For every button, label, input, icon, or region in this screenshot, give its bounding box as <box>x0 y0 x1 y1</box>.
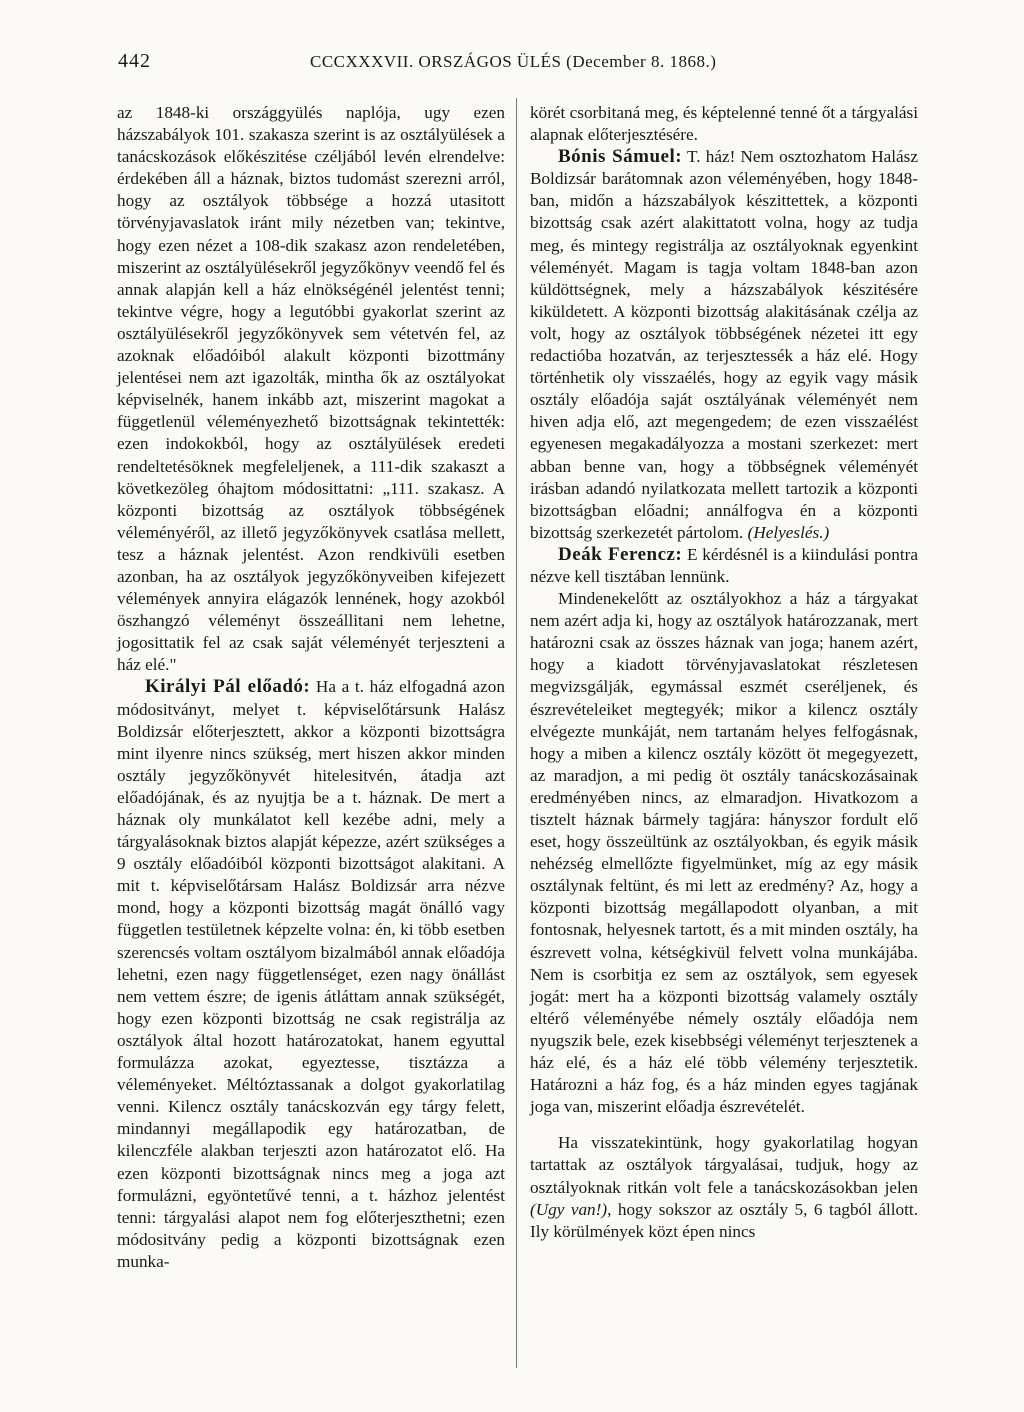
speech-text: Ha a t. ház elfogadná azon módositványt, melyet t. képviselőtársunk Halász Boldizsár előterjesztett, akkor a központi bizottságra mint ilyenre nincs szükség, mert hiszen akkor minden osztály jegyzőkönyvét hitelesitvén, átadja azt előadójának, és az nyujtja be a t. háznak. De mert a háznak oly munkálatot kell kezébe adni, mely a tárgyalásoknak biztos alapját képezze, azért szükséges a 9 osztály előadóiból központi bizottságot alakitani. A mit t. képviselőtársam Halász Boldizsár arra nézve mond, hogy a központi bizottság magát önálló vagy független testületnek képzelte volna: én, ki több esetben szerencsés voltam osztályom bizalmából annak előadója lehetni, ezen nagy függetlenséget, ezen nagy önállást nem vettem észre; de igenis átláttam annak szükségét, hogy ezen központi bizottság ne csak registrálja az osztályok által hozott határozatokat, hanem egyuttal formulázza azokat, egyeztesse, tisztázza a véleményeket. Méltóztassanak a dolgot gyakorlatilag venni. Kilencz osztály tanácskozván egy tárgy felett, mindannyi megállapodik egy határozatban, de kilenczféle alakban terjeszti azon határozatot elő. Ha ezen központi bizottságnak nincs meg a joga azt formulázni, egyöntetűvé tenni, a t. házhoz jelentést tenni: tárgyalási alapot nem fog előterjeszthetni; ezen módositvány pedig a központi bizottságnak ezen munka- <box>117 677 506 1271</box>
page-header <box>0 50 1024 80</box>
audience-reaction: (Helyeslés.) <box>747 522 830 542</box>
paragraph-text: , hogy sokszor az osztály 5, 6 tagból állott. Ily körülmények közt épen nincs <box>530 1199 918 1241</box>
speaker-name: Bónis Sámuel: <box>558 146 683 168</box>
paragraph: körét csorbitaná meg, és képtelenné tenné őt a tárgyalási alapnak előterjesztésére. <box>530 103 918 145</box>
speech-paragraph <box>117 676 505 1273</box>
paragraph-text: Ha visszatekintünk, hogy gyakorlatilag hogyan tartattak az osztályok tárgyalásai, tudjuk, hogy az osztályoknak ritkán volt fele a tanácskozásokban jelen <box>530 1133 918 1197</box>
paragraph: az 1848-ki országgyülés naplója, ugy ezen házszabályok 101. szakasza szerint is az osztályülések a tanácskozások előkészitése czéljából levén elrendelve: érdekében áll a háznak, biztos tudomást szerezni arról, hogy az osztályok többsége a hozzá utasitott törvényjavaslatok iránt mily nézetben van; tekintve, hogy ezen nézet a 108-dik szakasz azon rendeletében, miszerint az osztályülésekről jegyzőkönyv veendő fel és annak alapján kell a ház elnökségénél jelentést tenni; tekintve végre, hogy a legutóbbi gyakorlat szerint az osztályülésekről jegyzőkönyvek sem vétetvén fel, az azoknak előadóiból alakult központi bizottmány jelentései nem azt igazolták, mintha ők az osztályokat képviselnék, hanem inkább azt, miszerint magokat a függetlenül véleményezhető bizottságnak tekintették: ezen indokokból, hogy az osztályülések eredeti rendeltetésöknek megfeleljenek, a 111-dik szakaszt a következöleg óhajtom módosittatni: „111. szakasz. A központi bizottság az osztályok többségének véleményéről, az illető jegyzőkönyvek csatlása mellett, tesz a háznak jelentést. Azon rendkivüli esetben azonban, ha az osztályok jegyzőkönyveiben kifejezett vélemények annyira elágazók lennének, hogy azokból öszhangzó véleményt összeállitani nem lehetne, jogosittatik fel az csak saját véleményét terjeszteni a ház elé." <box>117 103 505 675</box>
speech-paragraph <box>530 544 918 588</box>
audience-reaction: (Ugy van!) <box>530 1199 608 1219</box>
column-divider <box>516 98 517 1368</box>
left-column <box>117 102 505 1273</box>
speech-paragraph <box>530 146 918 544</box>
paragraph <box>530 1132 918 1242</box>
paragraph: Mindenekelőtt az osztályokhoz a ház a tárgyakat nem azért adja ki, hogy az osztályok határozzanak, mert határozni csak az összes háznak van joga; hanem azért, hogy a kiadott törvényjavaslatokat részletesen megvizsgálják, egymással eszmét cseréljenek, és észrevételeiket megtegyék; mikor a kilencz osztály elvégezte munkáját, nem tartanám helyes felfogásnak, hogy a miben a kilencz osztály között öt megegyezett, az maradjon, a mi pedig öt osztály tanácskozásainak eredményében nincs, az elmaradjon. Hivatkozom a tisztelt háznak bármely tagjára: hányszor fordult elő eset, hogy összeültünk az osztályokban, és egyik másik nehézség elmellőzte figyelmünket, míg az egy másik osztálynak feltünt, és mi lett az eredmény? Az, hogy a központi bizottság megállapodott olyanban, a mit fontosnak, helyesnek tartott, és a mit minden osztály, ha észrevett volna, kétségkivül felvett volna munkájába. Nem is csorbitja ez sem az osztályok, sem egyesek jogát: mert ha a központi bizottság valamely osztály eltérő véleményébe némely osztály előadója nem nyugszik bele, ezek kisebbségi véleményt terjesztenek a ház elé, és a ház elé több vélemény terjesztetik. Határozni a ház fog, és a ház minden egyes tagjának joga van, miszerint előadja észrevételét. <box>530 589 918 1117</box>
speaker-name: Deák Ferencz: <box>558 543 683 565</box>
speech-text: E kérdésnél is a kiindulási pontra nézve kell tisztában lennünk. <box>530 544 918 586</box>
running-head: CCCXXXVII. ORSZÁGOS ÜLÉS (December 8. 1868.) <box>310 52 717 71</box>
speech-text: T. ház! Nem osztozhatom Halász Boldizsár barátomnak azon véleményében, hogy 1848-ban, midőn a házszabályok készittettek, a központi bizottság csak azért alakittatott volna, hogy az tudja meg, és mintegy registrálja az osztályoknak egyenkint véleményét. Magam is tagja voltam 1848-ban azon küldöttségnek, mely a házszabályok készitésére kiküldetett. A központi bizottság alakitásának czélja az volt, hogy az osztályok többségének nézetei itt egy redactióba hozatván, az terjesztessék a ház elé. Hogy történhetik oly visszaélés, hogy az egyik vagy másik osztály előadója saját osztályának véleményét nem hiven adja elő, azt megengedem; de ezen visszaélést egyenesen megakadályozza a mostani szerkezet: mert abban benne van, hogy a többségnek véleményét irásban adandó nyilatkozata mellett tartozik a központi bizottságban előadni; annálfogva én a központi bizottság szerkezetét pártolom. <box>530 147 918 542</box>
page-number: 442 <box>118 50 151 72</box>
speaker-name: Királyi Pál előadó: <box>145 676 311 698</box>
right-column <box>530 102 918 1243</box>
